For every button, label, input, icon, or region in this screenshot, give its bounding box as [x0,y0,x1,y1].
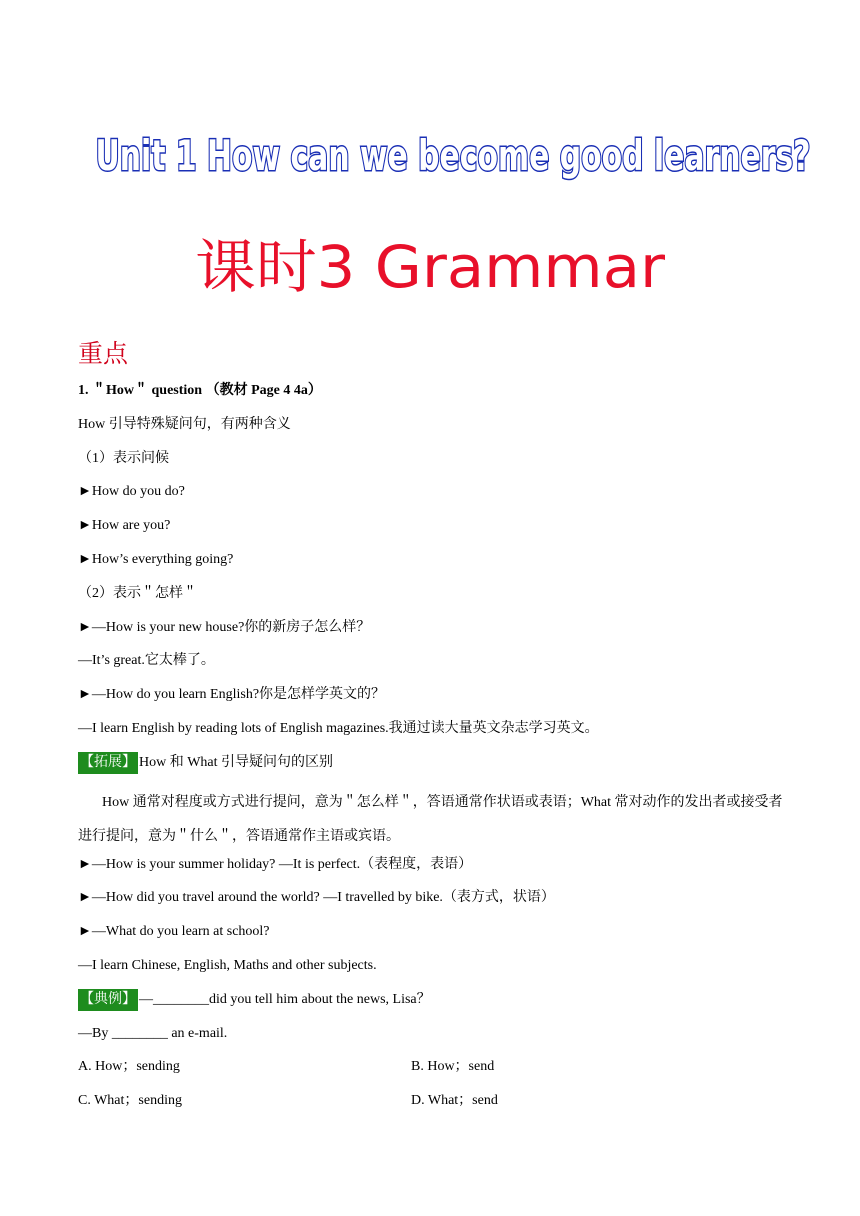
example-line: ►—How is your new house?你的新房子怎么样？ [78,619,371,635]
example-line: ►—How do you learn English?你是怎样学英文的？ [78,687,386,703]
option-a: A. How；sending [78,1059,180,1074]
sense-2-heading: （2）表示＂怎样＂ [78,585,197,601]
example-answer: —I learn Chinese, English, Maths and other subjects. [78,957,377,973]
expand-paragraph: How 通常对程度或方式进行提问，意为＂怎么样＂，答语通常作状语或表语；What 常对动作的发出者或接受者进行提问，意为＂什么＂，答语通常作主语或宾语。 [78,794,783,844]
exercise-answer: —By ________ an e-mail. [78,1025,228,1041]
expand-tag: 【拓展】 [78,752,138,774]
svg-text:Unit 1 How can we become good: Unit 1 How can we become good learners? [95,131,811,180]
example-line: ►—How did you travel around the world? —I travelled by bike.（表方式，状语） [78,890,555,906]
expand-title: How 和 What 引导疑问句的区别 [139,754,334,770]
example-line: ►—What do you learn at school? [78,924,270,940]
expand-heading [78,752,788,786]
option-b: B. How；send [411,1059,495,1074]
answer-options [78,1056,788,1124]
banner-subtitle [190,225,670,310]
example-tag: 【典例】 [78,989,138,1011]
banner-title [88,118,818,190]
example-line: ►—How is your summer holiday? —It is perfect.（表程度，表语） [78,856,473,872]
item-1-title: 1. ＂How＂ question （教材 Page 4 4a） [78,383,322,398]
content-lines [78,380,788,1056]
example-answer: —I learn English by reading lots of English magazines.我通过读大量英文杂志学习英文。 [78,720,599,736]
svg-text:课时3 Grammar: 课时3 Grammar [195,233,666,301]
sense-1-heading: （1）表示问候 [78,450,169,466]
section-heading: 重点 [78,339,129,368]
intro-line: How 引导特殊疑问句，有两种含义 [78,416,291,432]
example-line: ►How’s everything going? [78,551,234,567]
exercise-question-text: —________did you tell him about the news, Lisa？ [139,991,431,1007]
option-d: D. What；send [411,1093,498,1108]
option-c: C. What；sending [78,1093,182,1108]
example-line: ►How are you? [78,518,171,534]
example-answer: —It’s great.它太棒了。 [78,653,215,669]
example-line: ►How do you do? [78,484,185,500]
exercise-question [78,989,788,1023]
